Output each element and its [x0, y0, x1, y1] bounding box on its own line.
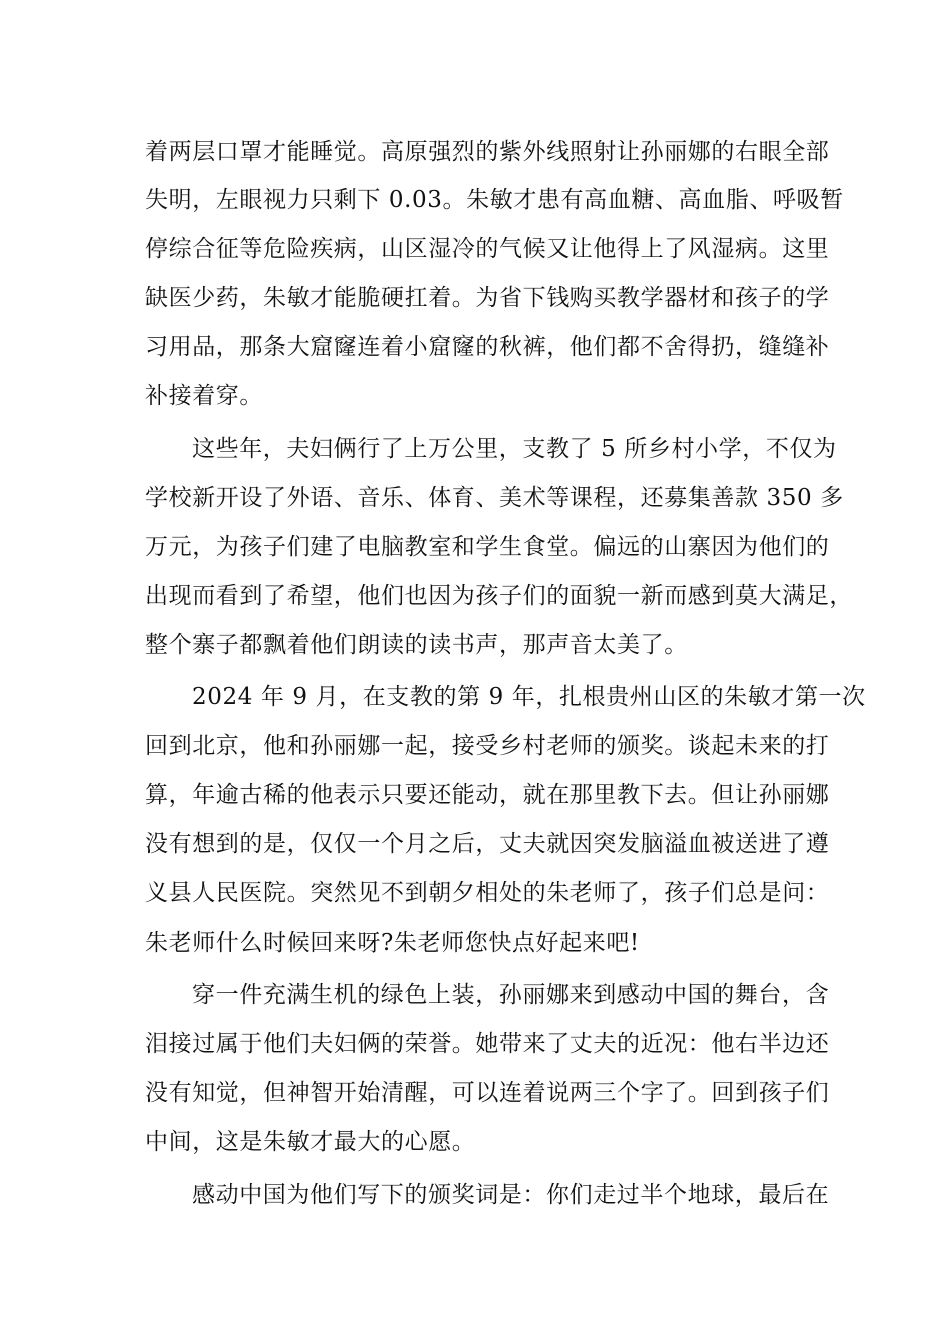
text-line: 算，年逾古稀的他表示只要还能动，就在那里教下去。但让孙丽娜: [145, 782, 830, 808]
text-line: 义县人民医院。突然见不到朝夕相处的朱老师了，孩子们总是问：: [145, 880, 830, 906]
text-line: 回到北京，他和孙丽娜一起，接受乡村老师的颁奖。谈起未来的打: [145, 733, 830, 759]
paragraph-first-line: 穿一件充满生机的绿色上装，孙丽娜来到感动中国的舞台，含: [192, 982, 830, 1008]
text-line: 没有知觉，但神智开始清醒，可以连着说两三个字了。回到孩子们: [145, 1080, 830, 1106]
paragraph-first-line: 感动中国为他们写下的颁奖词是：你们走过半个地球，最后在: [192, 1182, 830, 1208]
text-line: 缺医少药，朱敏才能脆硬扛着。为省下钱购买教学器材和孩子的学: [145, 285, 830, 311]
text-line: 习用品，那条大窟窿连着小窟窿的秋裤，他们都不舍得扔，缝缝补: [145, 334, 830, 360]
text-line: 朱老师什么时候回来呀?朱老师您快点好起来吧!: [145, 930, 640, 956]
text-line: 没有想到的是，仅仅一个月之后，丈夫就因突发脑溢血被送进了遵: [145, 831, 830, 857]
text-line: 补接着穿。: [145, 383, 263, 409]
text-line: 停综合征等危险疾病，山区湿冷的气候又让他得上了风湿病。这里: [145, 236, 830, 262]
paragraph-first-line: 2024 年 9 月，在支教的第 9 年，扎根贵州山区的朱敏才第一次: [192, 684, 866, 710]
text-line: 中间，这是朱敏才最大的心愿。: [145, 1129, 476, 1155]
text-line: 失明，左眼视力只剩下 0.03。朱敏才患有高血糖、高血脂、呼吸暂: [145, 187, 844, 213]
text-line: 万元，为孩子们建了电脑教室和学生食堂。偏远的山寨因为他们的: [145, 534, 830, 560]
text-line: 学校新开设了外语、音乐、体育、美术等课程，还募集善款 350 多: [145, 485, 844, 511]
text-line: 整个寨子都飘着他们朗读的读书声，那声音太美了。: [145, 632, 688, 658]
text-line: 泪接过属于他们夫妇俩的荣誉。她带来了丈夫的近况：他右半边还: [145, 1031, 830, 1057]
text-line: 着两层口罩才能睡觉。高原强烈的紫外线照射让孙丽娜的右眼全部: [145, 139, 830, 165]
text-line: 出现而看到了希望，他们也因为孩子们的面貌一新而感到莫大满足，: [145, 583, 853, 609]
paragraph-first-line: 这些年，夫妇俩行了上万公里，支教了 5 所乡村小学，不仅为: [192, 436, 837, 462]
